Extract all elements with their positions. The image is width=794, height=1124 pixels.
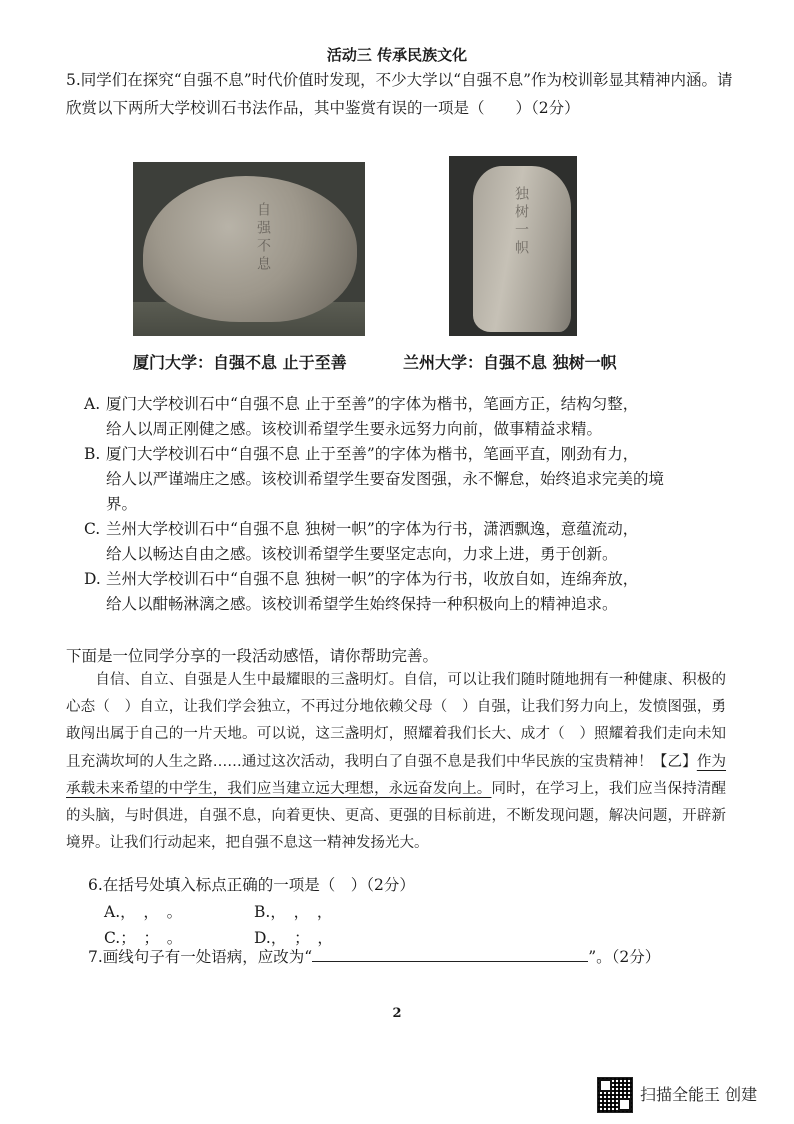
xiamen-stone-photo bbox=[133, 162, 365, 336]
option-label: D. bbox=[84, 570, 101, 588]
option-text: 给人以酣畅淋漓之感。该校训希望学生始终保持一种积极向上的精神追求。 bbox=[106, 595, 618, 613]
caption-xiamen: 厦门大学：自强不息 止于至善 bbox=[133, 353, 347, 372]
option-text: 给人以严谨端庄之感。该校训希望学生要奋发图强，永不懈怠，始终追求完美的境 bbox=[106, 470, 665, 488]
choice-a[interactable]: A.， ， 。 bbox=[104, 903, 183, 921]
passage bbox=[66, 667, 726, 857]
question-7 bbox=[88, 945, 660, 967]
choice-c[interactable]: C.； ； 。 bbox=[104, 929, 183, 947]
option-text: 给人以畅达自由之感。该校训希望学生要坚定志向，力求上进，勇于创新。 bbox=[106, 545, 618, 563]
question-5-stem: 5.同学们在探究“自强不息”时代价值时发现，不少大学以“自强不息”作为校训彰显其精神内涵。请欣赏以下两所大学校训石书法作品，其中鉴赏有误的一项是（ ）（2分） bbox=[66, 71, 733, 117]
passage-text: 同时，在学习上，我们应当保持清醒的头脑，与时俱进，自强不息，向着更快、更高、更强的目标前进，不断发现问题，解决问题，开辟新境界。让我们行动起来，把自强不息这一精神发扬光大。 bbox=[66, 780, 727, 852]
question-6-stem: 6.在括号处填入标点正确的一项是（ ）（2分） bbox=[88, 876, 415, 894]
option-b[interactable] bbox=[84, 442, 724, 517]
question-7-prefix: 7.画线句子有一处语病，应改为“ bbox=[88, 948, 313, 966]
option-text: 界。 bbox=[106, 495, 138, 513]
qr-code-icon bbox=[597, 1077, 633, 1113]
passage-text: 自信、自立、自强是人生中最耀眼的三盏明灯。自信，可以让我们随时随地拥有一种健康、积极的心态（ ）自立，让我们学会独立，不再过分地依赖父母（ ）自强，让我们努力向上，发愤图强，勇敢闯出属于自己的一片天地。可以说，这三盏明灯，照耀着我们长大、成才（ ）照耀着我们走向未知且充满坎坷的人生之路……通过这次活动，我明白了自强不息是我们中华民族的宝贵精神！【乙】 bbox=[66, 672, 726, 770]
option-label: C. bbox=[84, 520, 101, 538]
option-c[interactable] bbox=[84, 517, 724, 567]
option-a[interactable] bbox=[84, 392, 724, 442]
answer-blank[interactable] bbox=[312, 945, 588, 962]
scanner-brand: 扫描全能王 创建 bbox=[640, 1085, 758, 1104]
choice-d[interactable]: D.， ； ， bbox=[254, 929, 333, 947]
option-text: 给人以周正刚健之感。该校训希望学生要永远努力向前，做事精益求精。 bbox=[106, 420, 603, 438]
page-number: 2 bbox=[392, 1006, 402, 1021]
question-7-suffix: ”。（2分） bbox=[588, 948, 661, 966]
choice-b[interactable]: B.， ， ， bbox=[254, 903, 333, 921]
caption-lanzhou: 兰州大学：自强不息 独树一帜 bbox=[403, 353, 617, 372]
option-label: A. bbox=[84, 395, 101, 413]
option-label: B. bbox=[84, 445, 101, 463]
option-text: 厦门大学校训石中“自强不息 止于至善”的字体为楷书，笔画方正，结构匀整， bbox=[106, 395, 639, 413]
option-text: 兰州大学校训石中“自强不息 独树一帜”的字体为行书，潇洒飘逸，意蕴流动， bbox=[106, 520, 639, 538]
section-title: 活动三 传承民族文化 bbox=[326, 46, 468, 64]
option-text: 兰州大学校训石中“自强不息 独树一帜”的字体为行书，收放自如，连绵奔放， bbox=[106, 570, 639, 588]
underlined-sentence: 作为承载未来希望的中学生，我们应当建立远大理想，永远奋发向上。 bbox=[66, 753, 727, 797]
stone-shape bbox=[143, 176, 357, 322]
option-text: 厦门大学校训石中“自强不息 止于至善”的字体为楷书，笔画平直，刚劲有力， bbox=[106, 445, 639, 463]
stone-carving: 独树一帜 bbox=[513, 186, 529, 258]
lanzhou-stone-photo bbox=[449, 156, 577, 336]
option-d[interactable] bbox=[84, 567, 724, 617]
passage-intro: 下面是一位同学分享的一段活动感悟，请你帮助完善。 bbox=[66, 647, 439, 665]
stone-carving: 自强不息 bbox=[255, 202, 271, 274]
